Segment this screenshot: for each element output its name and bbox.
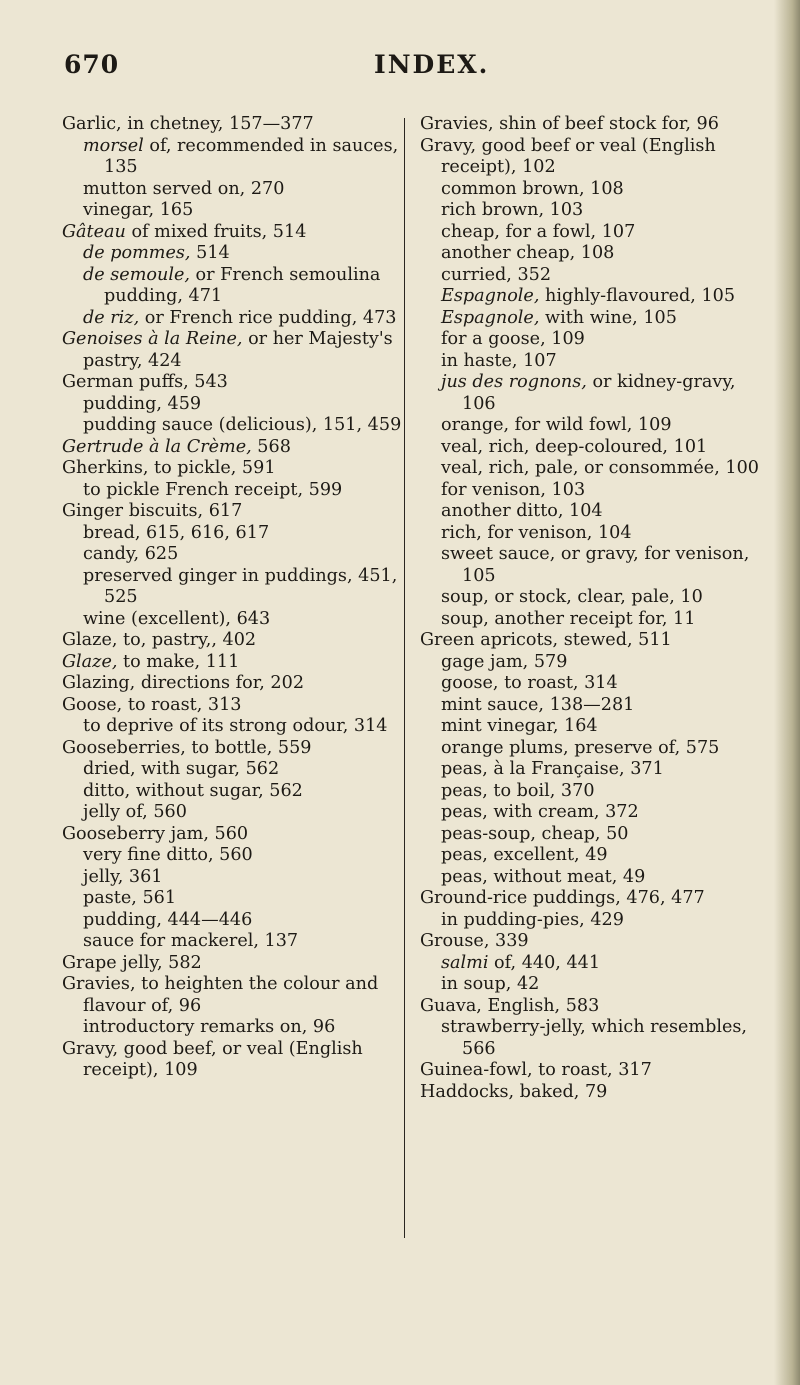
index-subentry [420, 372, 760, 415]
index-subentry [62, 394, 402, 416]
page-header [64, 50, 784, 84]
entry-text: in chetney, 157—377 [121, 114, 314, 134]
entry-text: sauce for mackerel, 137 [83, 931, 299, 951]
entry-text: to roast, 317 [532, 1060, 652, 1080]
entry-text: sweet sauce, or gravy, for venison, 105 [441, 544, 750, 586]
entry-text: jam, 560 [165, 823, 249, 844]
index-subentry [420, 265, 760, 287]
column-divider [404, 118, 405, 1238]
entry-text: another cheap, 108 [441, 243, 615, 263]
entry-text: apricots, stewed, 511 [474, 630, 672, 650]
index-entry [62, 437, 402, 459]
entry-text: to bottle, 559 [185, 737, 312, 758]
index-subentry [420, 974, 760, 996]
index-subentry [62, 200, 402, 222]
entry-text: another ditto, 104 [441, 501, 603, 521]
entry-heading: morsel [83, 135, 144, 156]
entry-heading: Ginger [62, 501, 124, 521]
entry-text: mint vinegar, 164 [441, 716, 598, 736]
entry-text: pudding, 444—446 [83, 909, 253, 930]
entry-heading: Gravies, [420, 114, 494, 134]
index-subentry [62, 243, 402, 265]
index-subentry [420, 738, 760, 760]
index-subentry [420, 308, 760, 330]
index-entry [62, 501, 402, 523]
entry-heading: Ground-rice [420, 888, 528, 908]
index-entry [420, 888, 760, 910]
index-subentry [62, 845, 402, 867]
entry-heading: Garlic, [62, 114, 122, 134]
entry-text: English, 583 [481, 995, 600, 1016]
entry-heading: Haddocks, [420, 1081, 515, 1102]
entry-text: in haste, 107 [441, 350, 557, 371]
entry-text: or French semoulina pudding, 471 [104, 264, 381, 306]
entry-text: puddings, 476, 477 [527, 888, 705, 908]
entry-heading: Gravies, [62, 974, 136, 994]
entry-text: or her Majesty's pastry, 424 [83, 329, 393, 371]
entry-text: bread, 615, 616, 617 [83, 522, 270, 543]
entry-text: to make, 111 [117, 651, 240, 672]
entry-text: gage jam, 579 [441, 651, 568, 672]
index-subentry [420, 673, 760, 695]
entry-heading: Gravy, [420, 135, 477, 156]
entry-text: to roast, 313 [122, 694, 242, 715]
entry-heading: Goose, [62, 694, 123, 715]
index-subentry [62, 415, 402, 437]
index-subentry [420, 415, 760, 437]
entry-text: good beef, or veal (English receipt), 109 [83, 1038, 363, 1080]
index-subentry [62, 910, 402, 932]
entry-heading: Grouse, [420, 931, 490, 951]
entry-text: or French rice pudding, 473 [139, 307, 397, 328]
entry-text: cheap, for a fowl, 107 [441, 221, 636, 242]
entry-text: curried, 352 [441, 264, 552, 285]
index-subentry [420, 587, 760, 609]
index-subentry [62, 179, 402, 201]
entry-text: to deprive of its strong odour, 314 [83, 716, 388, 736]
entry-text: common brown, 108 [441, 178, 624, 199]
index-subentry [420, 1017, 760, 1060]
index-subentry [420, 802, 760, 824]
entry-text: pudding sauce (delicious), 151, 459 [83, 415, 402, 435]
index-entry [62, 673, 402, 695]
index-subentry [420, 458, 760, 480]
entry-heading: jus des rognons, [441, 372, 587, 392]
entry-heading: Gravy, [62, 1038, 119, 1059]
index-entry [62, 953, 402, 975]
index-subentry [62, 931, 402, 953]
entry-heading: Gertrude à la Crème, [62, 436, 252, 457]
entry-heading: Guinea-fowl, [420, 1060, 533, 1080]
entry-text: jelly, 361 [83, 866, 163, 887]
entry-text: peas, à la Française, 371 [441, 759, 664, 779]
entry-heading: Grape [62, 952, 117, 973]
index-subentry [62, 867, 402, 889]
entry-text: rich brown, 103 [441, 200, 584, 220]
index-subentry [420, 652, 760, 674]
index-entry [62, 630, 402, 652]
index-subentry [62, 566, 402, 609]
index-entry [62, 695, 402, 717]
entry-text: strawberry-jelly, which resembles, 566 [441, 1017, 748, 1059]
index-subentry [62, 781, 402, 803]
entry-heading: Gherkins, [62, 458, 149, 478]
index-entry [62, 458, 402, 480]
index-subentry [420, 781, 760, 803]
entry-text: to pickle, 591 [148, 458, 276, 478]
entry-text: in pudding-pies, 429 [441, 909, 624, 930]
index-subentry [420, 824, 760, 846]
entry-text: puffs, 543 [133, 372, 228, 392]
index-subentry [62, 1017, 402, 1039]
index-subentry [62, 759, 402, 781]
index-subentry [420, 243, 760, 265]
entry-text: 568 [251, 436, 291, 457]
index-subentry [420, 609, 760, 631]
entry-text: vinegar, 165 [83, 200, 194, 220]
index-entry [62, 652, 402, 674]
entry-text: veal, rich, deep-coloured, 101 [441, 436, 708, 457]
page-number: 670 [64, 50, 120, 79]
entry-text: very fine ditto, 560 [83, 845, 253, 865]
index-subentry [420, 695, 760, 717]
entry-heading: Espagnole, [441, 307, 540, 328]
index-subentry [62, 888, 402, 910]
entry-heading: German [62, 372, 134, 392]
index-column-right [420, 114, 760, 1103]
entry-text: dried, with sugar, 562 [83, 759, 280, 779]
index-subentry [420, 845, 760, 867]
entry-text: orange plums, preserve of, 575 [441, 737, 720, 758]
entry-text: 339 [489, 931, 529, 951]
index-entry [420, 630, 760, 652]
entry-text: soup, or stock, clear, pale, 10 [441, 587, 703, 607]
entry-text: wine (excellent), 643 [83, 608, 271, 629]
index-subentry [62, 716, 402, 738]
entry-text: to pickle French receipt, 599 [83, 479, 343, 500]
index-entry [62, 222, 402, 244]
entry-heading: de semoule, [83, 264, 190, 285]
entry-heading: Guava, [420, 995, 482, 1016]
entry-heading: Gooseberry [62, 823, 166, 844]
index-subentry [420, 437, 760, 459]
index-subentry [420, 351, 760, 373]
entry-text: peas, excellent, 49 [441, 845, 608, 865]
entry-heading: Genoises à la Reine, [62, 329, 243, 349]
index-subentry [420, 286, 760, 308]
entry-text: highly-flavoured, 105 [539, 286, 736, 306]
index-entry [62, 372, 402, 394]
entry-text: good beef or veal (English receipt), 102 [441, 135, 716, 177]
entry-text: to, pastry,, 402 [117, 630, 257, 650]
index-entry [420, 1082, 760, 1104]
index-subentry [62, 523, 402, 545]
entry-heading: Glazing, [62, 673, 136, 693]
index-entry [420, 136, 760, 179]
index-subentry [62, 480, 402, 502]
index-entry [62, 1039, 402, 1082]
entry-text: rich, for venison, 104 [441, 522, 632, 543]
entry-text: jelly of, 560 [83, 802, 187, 822]
index-entry [420, 931, 760, 953]
index-subentry [420, 523, 760, 545]
entry-heading: de riz, [83, 307, 140, 328]
entry-text: veal, rich, pale, or consommée, 100 [441, 458, 759, 478]
entry-text: with wine, 105 [539, 307, 677, 328]
entry-heading: Glaze, [62, 630, 118, 650]
entry-text: introductory remarks on, 96 [83, 1017, 336, 1037]
index-subentry [62, 544, 402, 566]
entry-text: to heighten the colour and flavour of, 96 [83, 974, 379, 1016]
entry-heading: Gâteau [62, 221, 126, 242]
index-subentry [420, 480, 760, 502]
index-subentry [420, 544, 760, 587]
index-subentry [420, 716, 760, 738]
page-edge-shadow [774, 0, 800, 1385]
index-entry [420, 1060, 760, 1082]
entry-text: in soup, 42 [441, 974, 540, 994]
entry-heading: Gooseberries, [62, 737, 186, 758]
entry-text: peas, with cream, 372 [441, 802, 639, 822]
entry-heading: salmi [441, 952, 489, 973]
index-entry [62, 824, 402, 846]
index-entry [62, 738, 402, 760]
entry-text: of mixed fruits, 514 [125, 221, 307, 242]
entry-text: of, recommended in sauces, 135 [104, 135, 399, 177]
entry-text: jelly, 582 [116, 952, 202, 973]
entry-text: biscuits, 617 [123, 501, 243, 521]
entry-text: orange, for wild fowl, 109 [441, 415, 672, 435]
entry-text: ditto, without sugar, 562 [83, 780, 303, 801]
running-head: INDEX. [374, 50, 490, 79]
entry-text: directions for, 202 [135, 673, 305, 693]
entry-text: peas, without meat, 49 [441, 866, 646, 887]
index-entry [420, 996, 760, 1018]
entry-text: or kidney-gravy, 106 [462, 372, 736, 414]
entry-heading: Espagnole, [441, 286, 540, 306]
entry-text: paste, 561 [83, 888, 177, 908]
entry-text: mint sauce, 138—281 [441, 694, 635, 715]
entry-text: soup, another receipt for, 11 [441, 608, 696, 629]
index-subentry [420, 179, 760, 201]
entry-text: 514 [190, 243, 230, 263]
index-subentry [420, 867, 760, 889]
entry-text: goose, to roast, 314 [441, 673, 618, 693]
entry-text: preserved ginger in puddings, 451, 525 [83, 565, 398, 607]
index-entry [420, 114, 760, 136]
entry-heading: Glaze, [62, 651, 118, 672]
entry-text: pudding, 459 [83, 393, 202, 414]
entry-text: candy, 625 [83, 544, 179, 564]
entry-text: for venison, 103 [441, 479, 586, 500]
entry-text: shin of beef stock for, 96 [493, 114, 719, 134]
index-subentry [420, 501, 760, 523]
entry-heading: Green [420, 630, 475, 650]
index-entry [62, 329, 402, 372]
index-subentry [420, 759, 760, 781]
index-subentry [62, 265, 402, 308]
index-subentry [420, 200, 760, 222]
index-subentry [420, 329, 760, 351]
entry-text: peas, to boil, 370 [441, 780, 595, 801]
entry-text: mutton served on, 270 [83, 178, 285, 199]
entry-heading: de pommes, [83, 243, 191, 263]
index-subentry [420, 910, 760, 932]
index-column-left [62, 114, 402, 1082]
entry-text: peas-soup, cheap, 50 [441, 823, 629, 844]
entry-text: of, 440, 441 [488, 952, 601, 973]
index-entry [62, 114, 402, 136]
index-subentry [62, 308, 402, 330]
index-entry [62, 974, 402, 1017]
index-subentry [420, 222, 760, 244]
entry-text: for a goose, 109 [441, 329, 585, 349]
index-subentry [62, 802, 402, 824]
index-subentry [62, 136, 402, 179]
index-subentry [62, 609, 402, 631]
index-subentry [420, 953, 760, 975]
entry-text: baked, 79 [514, 1081, 608, 1102]
